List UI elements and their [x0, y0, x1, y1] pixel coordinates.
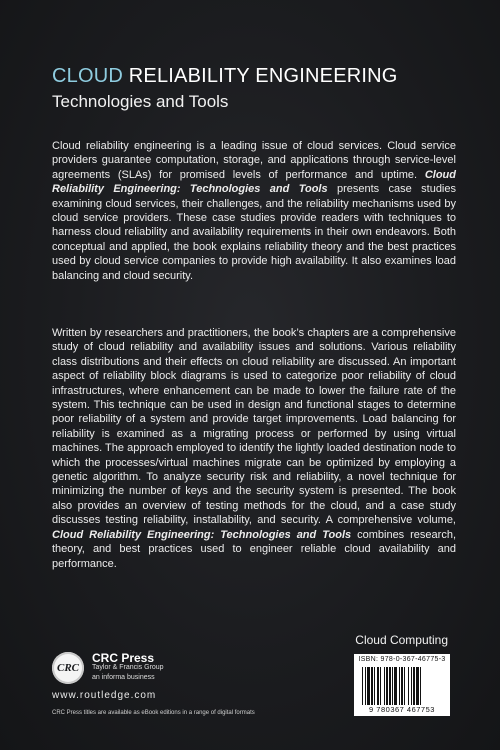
description-paragraph-2: [52, 326, 456, 571]
title-block: [52, 64, 398, 112]
book-title: [52, 64, 398, 88]
ebook-footnote: CRC Press titles are available as eBook editions in a range of digital formats: [52, 710, 255, 716]
title-accent: CLOUD: [52, 65, 124, 87]
barcode-icon: [362, 667, 442, 705]
paragraph-2-text-b: combines research, theory, and best practices used to engineer reliable cloud availability and performance.: [52, 528, 457, 570]
book-subtitle: Technologies and Tools: [52, 92, 229, 111]
barcode-number: 9 780367 467753: [369, 705, 435, 714]
publisher-url[interactable]: www.routledge.com: [52, 690, 157, 701]
title-rest: RELIABILITY ENGINEERING: [128, 65, 398, 87]
crc-logo-icon: CRC: [52, 652, 84, 684]
publisher-block: [52, 652, 164, 684]
publisher-tagline: an informa business: [92, 674, 155, 681]
barcode-block: [354, 654, 450, 716]
publisher-text: [92, 653, 164, 683]
paragraph-1-book-title: Cloud Reliability Engineering: Technologies and Tools: [52, 168, 456, 196]
isbn-label: ISBN: 978-0-367-46775-3: [358, 656, 446, 663]
category-label: Cloud Computing: [355, 633, 448, 647]
publisher-name: CRC Press: [92, 651, 155, 665]
paragraph-1-text-a: Cloud reliability engineering is a leading issue of cloud services. Cloud service providers guarantee computation, storage, and applications through service-level agreements (SLAs) for promised levels of performance and uptime.: [52, 140, 456, 181]
paragraph-2-book-title: Cloud Reliability Engineering: Technologies and Tools: [52, 528, 352, 541]
paragraph-1-text-b: presents case studies examining cloud services, their challenges, and the reliability mechanisms used by cloud service providers. These case studies provide readers with techniques to harness cloud reliability and availability requirements in their own endeavors. Both conceptual and applied, the book explains reliability theory and the best practices used by cloud service companies to provide high availability. It also examines load balancing and cloud security.: [52, 183, 456, 282]
publisher-group: Taylor & Francis Group: [92, 664, 164, 671]
description-paragraph-1: [52, 139, 456, 283]
paragraph-2-text-a: Written by researchers and practitioners, the book’s chapters are a comprehensive study of cloud reliability and availability issues and solutions. Various reliability class distributions and their effects on cloud reliability are discussed. An important aspect of reliability block diagrams is used to categorize poor reliability of cloud infrastructures, where enhancement can be made to lower the failure rate of the system. This technique can be used in design and functional stages to determine poor reliability of a system and provide target improvements. Load balancing for reliability is examined as a migrating process or performed by using virtual machines. The approach employed to identify the lightly loaded destination node to which the processes/virtual machines migrate can be optimized by employing a genetic algorithm. To analyze security risk and reliability, a novel technique for minimizing the number of keys and the security system is presented. The book also provides an overview of testing methods for the cloud, and a case study discusses testing reliability, installability, and security. A comprehensive volume,: [52, 327, 456, 527]
